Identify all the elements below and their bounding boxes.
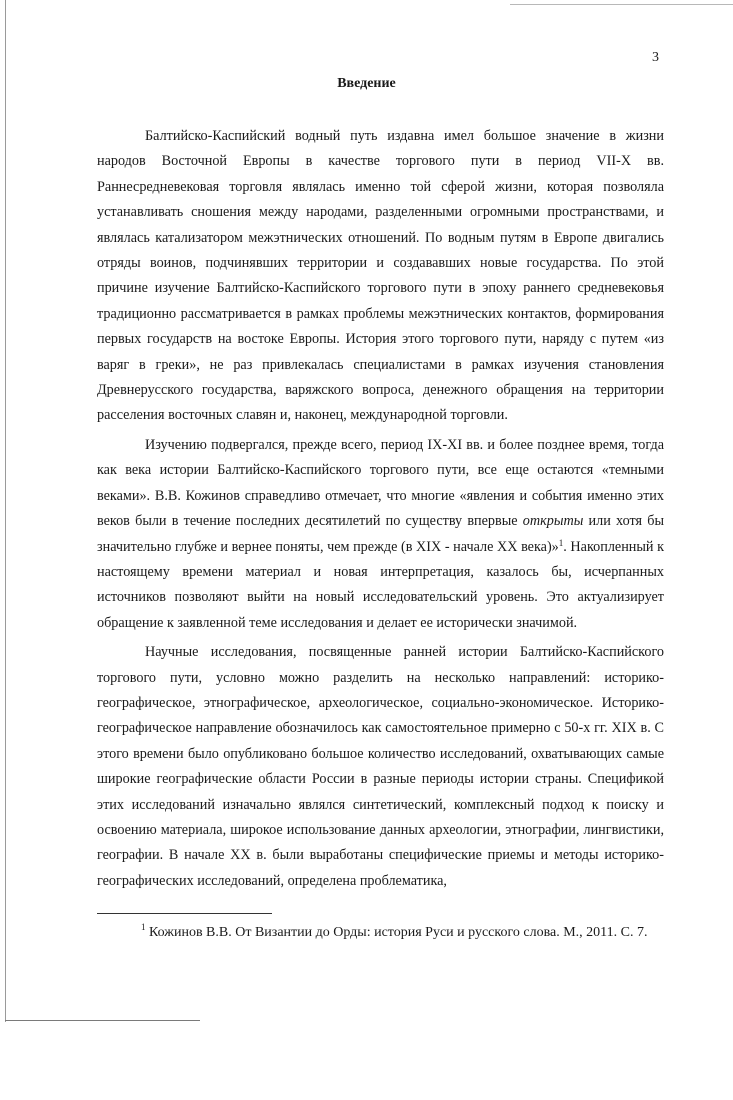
paragraph-1: Балтийско-Каспийский водный путь издавна имел большое значение в жизни народов Восточной Европы в качестве торгового пути в период VII-X вв. Раннесредневековая торговля являлась именно той сферой жизни, которая позволяла устанавливать сношения между народами, разделенными огромными пространствами, и являлась катализатором межэтнических отношений. По водным путям в Европе двигались отряды воинов, подчинявших территории и создававших новые государства. По этой причине изучение Балтийско-Каспийского торгового пути в эпоху раннего средневековья традиционно рассматривается в рамках проблемы межэтнических контактов, формирования первых государств на востоке Европы. История этого торгового пути, наряду с путем «из варяг в греки», не раз привлекалась специалистами в рамках изучения становления Древнерусского государства, варяжского вопроса, денежного обращения на территории расселения восточных славян и, наконец, международной торговли. [97, 128, 664, 424]
paragraph-2-quote-end: или хотя бы значительно глубже и вернее поняты, чем прежде (в XIX - начале XX века)» [97, 513, 664, 555]
scan-left-edge [5, 0, 6, 1022]
body-text [97, 124, 664, 894]
footnote-text: Кожинов В.В. От Византии до Орды: история Руси и русского слова. М., 2011. С. 7. [149, 925, 648, 940]
paragraph-2-text-start: Изучению подвергался, прежде всего, период IX-XI вв. и более позднее время, тогда как века истории Балтийско-Каспийского торгового пути, все еще остаются «темными веками». В.В. Кожинов справедливо отмечает, что многие «явления и события именно этих веков были в течение последних десятилетий по существу впервые [97, 436, 664, 530]
section-heading: Введение [337, 76, 396, 91]
paragraph-2 [97, 433, 664, 636]
scan-bottom-edge [5, 1020, 200, 1021]
paragraph-2-text-end: . Накопленный к настоящему времени материал и новая интерпретация, казалось бы, исчерпанных источников позволяют выйти на новый исследовательский уровень. Это актуализирует обращение к заявленной теме исследования и делает ее исторически значимой. [97, 538, 664, 631]
footnote-reference[interactable]: 1 [558, 537, 564, 548]
footnote [97, 922, 664, 944]
paragraph-3: Научные исследования, посвященные ранней истории Балтийско-Каспийского торгового пути, условно можно разделить на несколько направлений: историко-географическое, этнографическое, археологическое, социально-экономическое. Историко-географическое направление обозначилось как самостоятельное примерно с 50-х гг. XIX в. С этого времени было опубликовано большое количество исследований, охватывающих самые широкие географические области России в разные периоды истории страны. Спецификой этих исследований изначально являлся синтетический, комплексный подход к поиску и освоению материала, широкое использование данных археологии, этнографии, лингвистики, географии. В начале XX в. были выработаны специфические приемы и методы историко-географических исследований, определена проблематика, [97, 644, 664, 889]
page-number: 3 [652, 50, 659, 65]
footnote-separator [97, 913, 272, 914]
footnote-marker: 1 [141, 922, 146, 932]
paragraph-2-italic-word: открыты [522, 513, 584, 530]
scan-top-rule [510, 4, 733, 5]
